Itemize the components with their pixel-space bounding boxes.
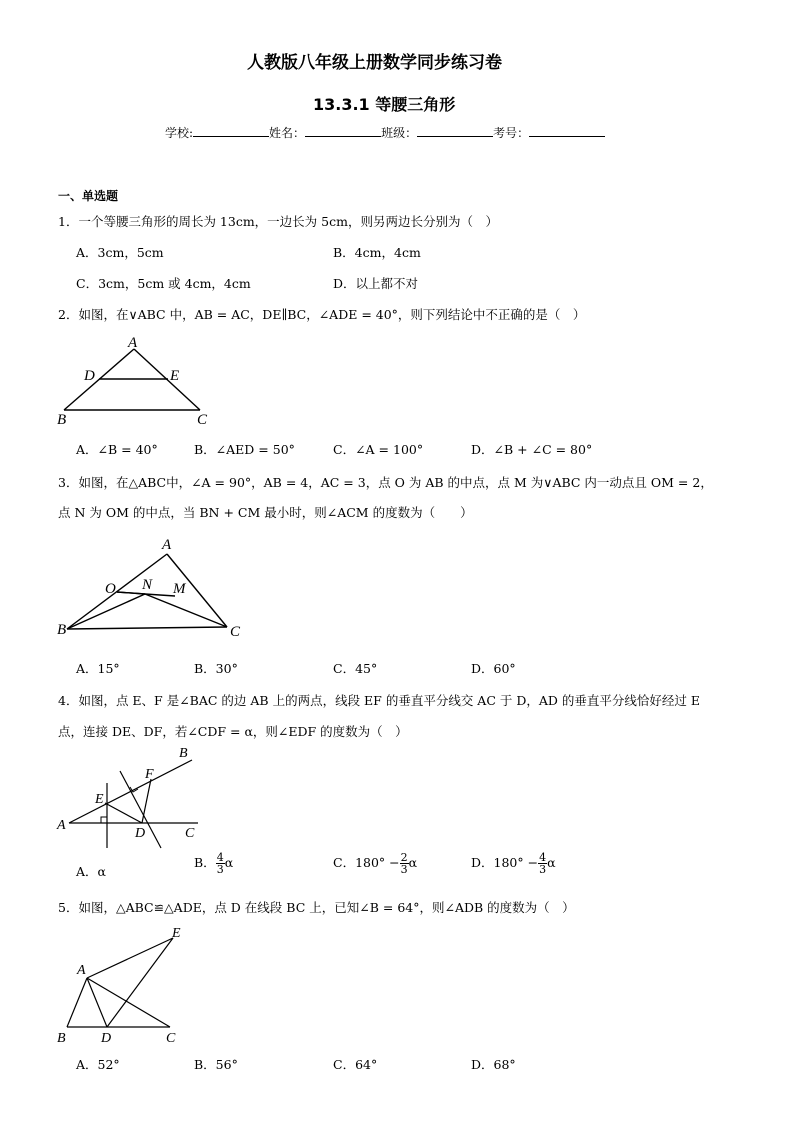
page-subtitle: 13.3.1 等腰三角形 xyxy=(313,95,456,114)
q2-option-a[interactable]: A．∠B = 40° xyxy=(76,442,158,457)
question-3-line1: 3．如图，在△ABC中，∠A = 90°，AB = 4，AC = 3，点 O 为 AB 的中点，点 M 为∨ABC 内一动点且 OM = 2， xyxy=(58,475,713,490)
q4-option-d-fraction xyxy=(538,852,547,875)
q3-label-a: A xyxy=(162,537,172,553)
q2-label-e: E xyxy=(170,368,180,384)
question-1-text: 1．一个等腰三角形的周长为 13cm，一边长为 5cm，则另两边长分别为（ ） xyxy=(58,214,498,229)
section-heading: 一、单选题 xyxy=(58,189,119,203)
page-title: 人教版八年级上册数学同步练习卷 xyxy=(247,53,502,73)
q4-option-b-suffix: α xyxy=(224,855,234,870)
exam-number-blank[interactable] xyxy=(529,125,605,137)
q3-label-m: M xyxy=(173,581,186,597)
class-blank[interactable] xyxy=(417,125,493,137)
q5-label-a: A xyxy=(77,963,86,978)
school-blank[interactable] xyxy=(193,125,269,137)
q4-option-c-denominator: 3 xyxy=(400,863,408,876)
q5-option-a[interactable]: A．52° xyxy=(76,1057,120,1072)
q4-option-b-fraction xyxy=(216,852,225,875)
q4-option-c-suffix: α xyxy=(408,855,418,870)
name-label: 姓名： xyxy=(269,126,306,140)
q5-label-b: B xyxy=(57,1031,66,1046)
q4-option-c[interactable] xyxy=(333,852,417,875)
q2-figure xyxy=(55,333,220,428)
q4-option-d-denominator: 3 xyxy=(539,863,547,876)
q4-label-d: D xyxy=(135,826,146,841)
question-4-line2: 点，连接 DE、DF，若∠CDF = α，则∠EDF 的度数为（ ） xyxy=(58,724,408,739)
q4-label-a: A xyxy=(57,818,66,833)
question-5-text: 5．如图，△ABC≌△ADE，点 D 在线段 BC 上，已知∠B = 64°，则∠ADB 的度数为（ ） xyxy=(58,900,575,915)
question-4-line1: 4．如图，点 E、F 是∠BAC 的边 AB 上的两点，线段 EF 的垂直平分线交 AC 于 D，AD 的垂直平分线恰好经过 E xyxy=(58,693,700,708)
q5-label-e: E xyxy=(172,926,181,941)
q3-option-a[interactable]: A．15° xyxy=(76,661,120,676)
q5-figure xyxy=(55,922,200,1047)
q4-option-a[interactable]: A．α xyxy=(76,864,106,879)
q2-option-d[interactable]: D．∠B + ∠C = 80° xyxy=(471,442,593,457)
q2-label-d: D xyxy=(84,368,95,384)
q4-option-b-denominator: 3 xyxy=(216,863,224,876)
q3-label-o: O xyxy=(105,581,116,597)
q4-option-c-numerator: 2 xyxy=(400,851,408,864)
exam-number-label: 考号： xyxy=(493,126,530,140)
name-blank[interactable] xyxy=(305,125,381,137)
q3-option-d[interactable]: D．60° xyxy=(471,661,516,676)
q2-label-b: B xyxy=(57,412,67,428)
q4-option-d-suffix: α xyxy=(547,855,556,870)
class-label: 班级： xyxy=(381,126,418,140)
q3-label-b: B xyxy=(57,622,67,638)
q3-option-b[interactable]: B．30° xyxy=(194,661,238,676)
q4-option-b-prefix: B． xyxy=(194,855,216,870)
q5-option-d[interactable]: D．68° xyxy=(471,1057,516,1072)
q2-option-c[interactable]: C．∠A = 100° xyxy=(333,442,424,457)
q3-figure xyxy=(55,532,250,642)
q3-label-c: C xyxy=(230,624,241,640)
q2-label-a: A xyxy=(128,335,138,351)
q4-label-b: B xyxy=(179,746,188,761)
q4-option-d-prefix: D．180° − xyxy=(471,855,539,870)
q4-option-c-prefix: C．180° − xyxy=(333,855,400,870)
q2-label-c: C xyxy=(197,412,208,428)
q4-label-f: F xyxy=(145,767,154,782)
q4-option-d-numerator: 4 xyxy=(539,851,547,864)
q4-label-c: C xyxy=(185,826,195,841)
question-2-text: 2．如图，在∨ABC 中，AB = AC，DE∥BC，∠ADE = 40°，则下列结论中不正确的是（ ） xyxy=(58,307,586,322)
q1-option-b[interactable]: B．4cm，4cm xyxy=(333,245,421,260)
q1-option-a[interactable]: A．3cm，5cm xyxy=(76,245,164,260)
q2-option-b[interactable]: B．∠AED = 50° xyxy=(194,442,295,457)
info-fields xyxy=(165,124,605,141)
q4-option-b[interactable] xyxy=(194,852,233,875)
q5-label-d: D xyxy=(101,1031,112,1046)
q4-option-b-numerator: 4 xyxy=(216,851,224,864)
q3-label-n: N xyxy=(142,577,153,593)
school-label: 学校: xyxy=(165,126,194,140)
q4-label-e: E xyxy=(95,792,104,807)
q4-figure xyxy=(55,745,215,850)
q5-label-c: C xyxy=(166,1031,176,1046)
q1-option-d[interactable]: D．以上都不对 xyxy=(333,276,419,291)
q4-option-c-fraction xyxy=(400,852,409,875)
q5-option-c[interactable]: C．64° xyxy=(333,1057,378,1072)
q4-option-d[interactable] xyxy=(471,852,556,875)
question-3-line2: 点 N 为 OM 的中点，当 BN + CM 最小时，则∠ACM 的度数为（ ） xyxy=(58,505,473,520)
q3-option-c[interactable]: C．45° xyxy=(333,661,378,676)
q5-option-b[interactable]: B．56° xyxy=(194,1057,238,1072)
q1-option-c[interactable]: C．3cm，5cm 或 4cm，4cm xyxy=(76,276,251,291)
